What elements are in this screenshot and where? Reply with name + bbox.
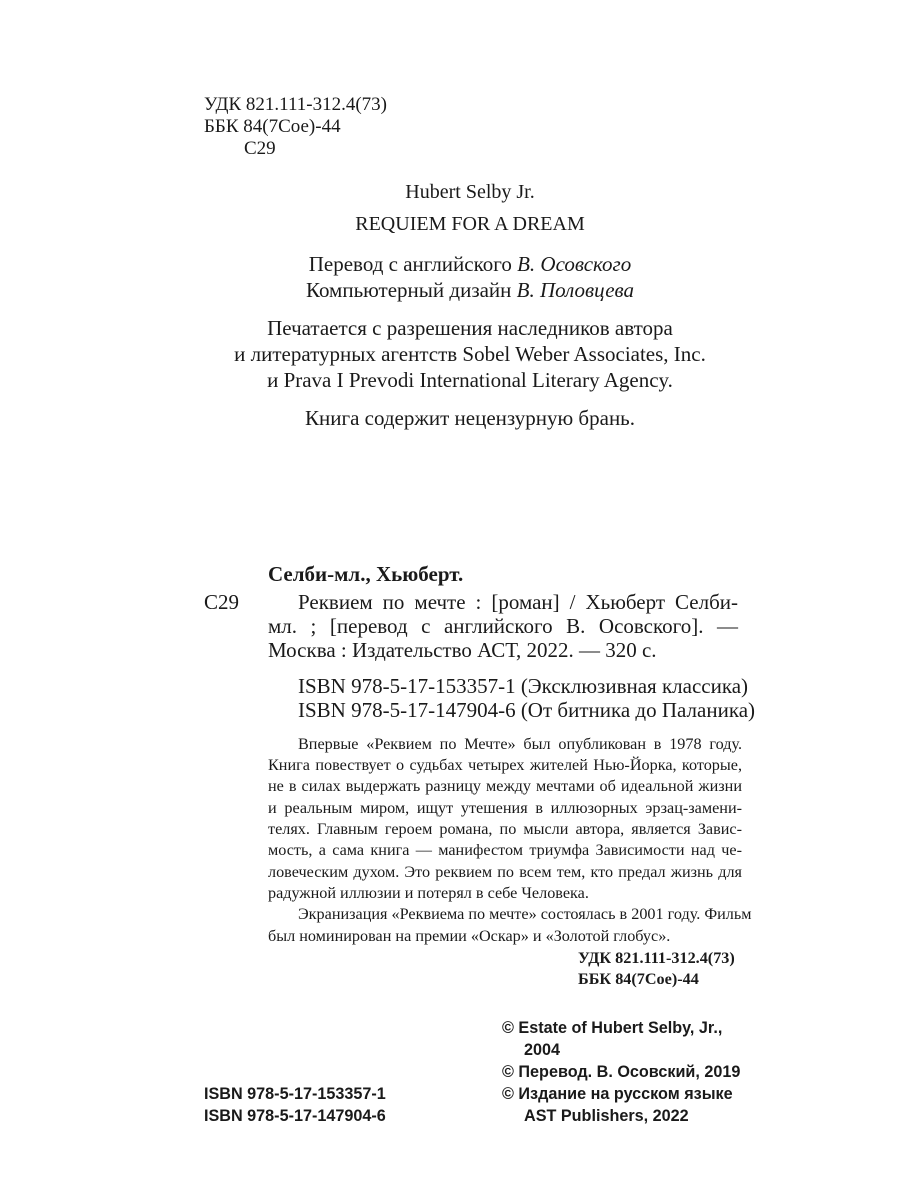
author-mark: С29 <box>244 138 276 159</box>
copyright-line-3: © Перевод. В. Осовский, 2019 <box>502 1063 741 1081</box>
annotation-line: радужной иллюзии и потерял в себе Человека. <box>268 884 589 902</box>
footer-bbk: ББК 84(7Сое)-44 <box>578 970 699 988</box>
footer-isbn-1: ISBN 978-5-17-153357-1 <box>204 1085 386 1103</box>
translation-prefix: Перевод с английского <box>308 252 512 276</box>
translator-name: В. Осовского <box>517 252 632 276</box>
bib-isbn-2: ISBN 978-5-17-147904-6 (От битника до Паланика) <box>298 698 756 722</box>
bib-isbn-1: ISBN 978-5-17-153357-1 (Эксклюзивная классика) <box>298 674 749 698</box>
bbk-code: ББК 84(7Сое)-44 <box>204 116 341 137</box>
permission-line-1: Печатается с разрешения наследников автора <box>267 316 673 340</box>
original-title: REQUIEM FOR A DREAM <box>355 213 585 235</box>
permission-line-2: и литературных агентств Sobel Weber Associates, Inc. <box>234 342 706 366</box>
udk-code: УДК 821.111-312.4(73) <box>204 94 387 115</box>
bib-line-2: мл. ; [перевод с английского В. Осовского]. — <box>268 614 738 638</box>
design-prefix: Компьютерный дизайн <box>305 278 512 302</box>
original-author: Hubert Selby Jr. <box>405 181 535 203</box>
annotation-line: не в силах выдержать разницу между мечтами об идеальной жизни <box>268 777 742 795</box>
annotation-line: и реальным миром, ищут утешения в иллюзорных эрзац-замени- <box>268 799 742 817</box>
bib-code: С29 <box>204 590 240 614</box>
footer-isbn-2: ISBN 978-5-17-147904-6 <box>204 1107 386 1125</box>
annotation-line: телях. Главным героем романа, по мысли автора, является Завис- <box>268 820 742 838</box>
annotation-line: был номинирован на премии «Оскар» и «Золотой глобус». <box>268 927 671 945</box>
bib-author: Селби-мл., Хьюберт. <box>268 562 464 586</box>
footer-udk: УДК 821.111-312.4(73) <box>578 949 735 967</box>
copyright-line-4: © Издание на русском языке <box>502 1085 733 1103</box>
copyright-line-2: 2004 <box>524 1041 561 1059</box>
annotation-line: мость, а сама книга — манифестом триумфа Зависимости над че- <box>268 841 742 859</box>
translation-credit <box>150 252 790 276</box>
content-warning: Книга содержит нецензурную брань. <box>304 406 636 430</box>
copyright-line-1: © Estate of Hubert Selby, Jr., <box>502 1019 723 1037</box>
design-credit <box>150 278 790 302</box>
annotation-line: ловеческим духом. Это реквием по всем тем, кто предал жизнь для <box>268 863 742 881</box>
annotation-line: Впервые «Реквием по Мечте» был опубликован в 1978 году. <box>298 735 742 753</box>
bib-line-3: Москва : Издательство АСТ, 2022. — 320 с. <box>268 638 657 662</box>
bib-line-1: Реквием по мечте : [роман] / Хьюберт Селби- <box>298 590 738 614</box>
copyright-line-5: AST Publishers, 2022 <box>524 1107 689 1125</box>
designer-name: В. Половцева <box>516 278 634 302</box>
permission-line-3: и Prava I Prevodi International Literary Agency. <box>267 368 673 392</box>
annotation-line: Книга повествует о судьбах четырех жителей Нью-Йорка, которые, <box>268 756 742 774</box>
annotation-line: Экранизация «Реквиема по мечте» состоялась в 2001 году. Фильм <box>298 905 752 923</box>
